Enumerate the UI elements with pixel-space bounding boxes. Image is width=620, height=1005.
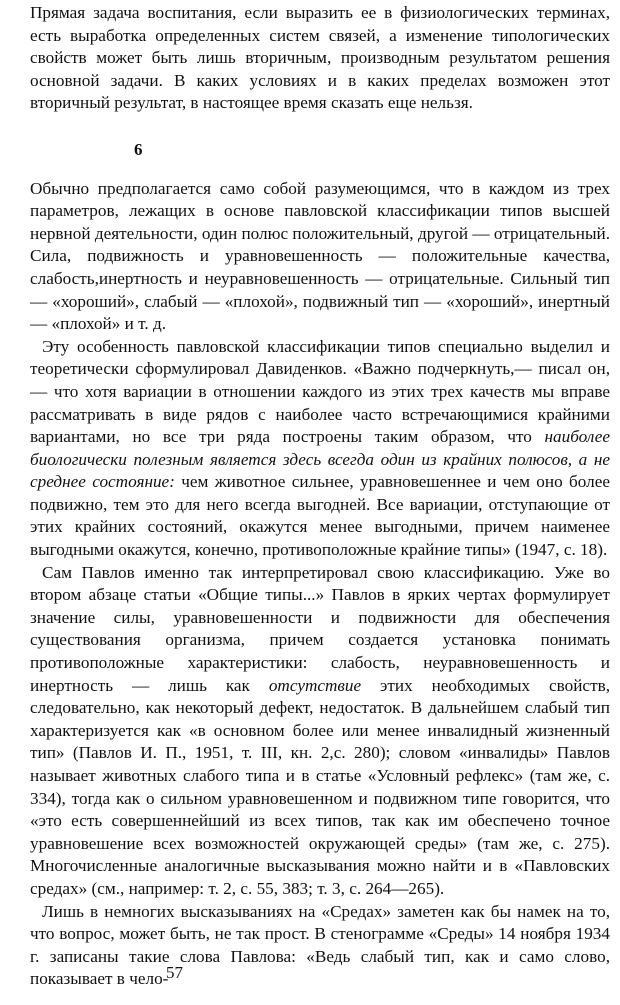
section-number: 6 xyxy=(134,139,143,159)
paragraph-pavlov-text-b: этих необходимых свойств, следовательно, как некоторый дефект, недостаток. В дальнейшем слабый тип характеризуется как «в основном более или менее инвалидный жизненный тип» (Павлов И. П., 1951, т. III, кн. 2,с. 280); словом «инвалиды» Павлов называет животных слабого типа и в статье «Условный рефлекс» (там же, с. 334), тогда как о сильном уравновешенном и подвижном типе говорится, что «это есть совершеннейший из всех типов, так как им обеспечено точное уравновешение всех возможностей окружающей среды» (там же, с. 275). Многочисленные аналогичные высказывания можно найти и в «Павловских средах» (см., например: т. 2, с. 55, 383; т. 3, с. 264—265). xyxy=(30,675,610,898)
paragraph-pavlov-text-a: Сам Павлов именно так интерпретировал свою классификацию. Уже во втором абзаце статьи «Общие типы...» Павлов в ярких чертах формулирует значение силы, уравновешенности и подвижности для обеспечения существования организма, причем создается установка понимать противоположные характеристики: слабость, неуравновешенность и инертность — лишь как xyxy=(30,562,610,695)
paragraph-davidenkov xyxy=(30,336,610,562)
book-page xyxy=(0,2,620,1005)
paragraph-parameters: Обычно предполагается само собой разумеющимся, что в каждом из трех параметров, лежащих в основе павловской классификации типов высшей нервной деятельности, один полюс положительный, другой — отрицательный. Сила, подвижность и уравновешенность — положительные качества, слабость,инертность и неуравновешенность — отрицательные. Сильный тип — «хороший», слабый — «плохой», подвижный тип — «хороший», инертный — «плохой» и т. д. xyxy=(30,178,610,334)
paragraph-davidenkov-emphasis: наиболее биологически полезным является здесь всегда один из крайних полюсов, а не среднее состояние: xyxy=(30,427,610,492)
paragraph-pavlov-emphasis: отсутствие xyxy=(268,675,362,695)
paragraph-davidenkov-text-a: Эту особенность павловской классификации типов специально выделил и теоретически сформулировал Давиденков. «Важно подчеркнуть,— писал он,— что хотя вариации в отношении каждого из этих трех качеств мы вправе рассматривать в виде рядов с наиболее часто встречающимися крайними вариантами, но все три ряда построены таким образом, что xyxy=(30,336,610,447)
paragraph-sredy: Лишь в немногих высказываниях на «Средах» заметен как бы намек на то, что вопрос, может быть, не так прост. В стенограмме «Среды» 14 ноября 1934 г. записаны такие слова Павлова: «Ведь слабый тип, как и само слово, показывает в чело- xyxy=(30,901,610,989)
paragraph-intro: Прямая задача воспитания, если выразить ее в физиологических терминах, есть выработка определенных систем связей, а изменение типологических свойств может быть лишь вторичным, производным результатом решения основной задачи. В каких условиях и в каких пределах возможен этот вторичный результат, в настоящее время сказать еще нельзя. xyxy=(30,3,610,113)
page-number: 57 xyxy=(166,963,183,982)
paragraph-davidenkov-text-b: чем животное сильнее, уравновешеннее и чем оно более подвижно, тем это для него всегда выгодней. Все вариации, отступающие от этих крайних состояний, окажутся менее выгодными, причем наименее выгодными окажутся, конечно, противоположные крайние типы» (1947, с. 18). xyxy=(30,472,610,560)
paragraph-pavlov xyxy=(30,562,610,901)
